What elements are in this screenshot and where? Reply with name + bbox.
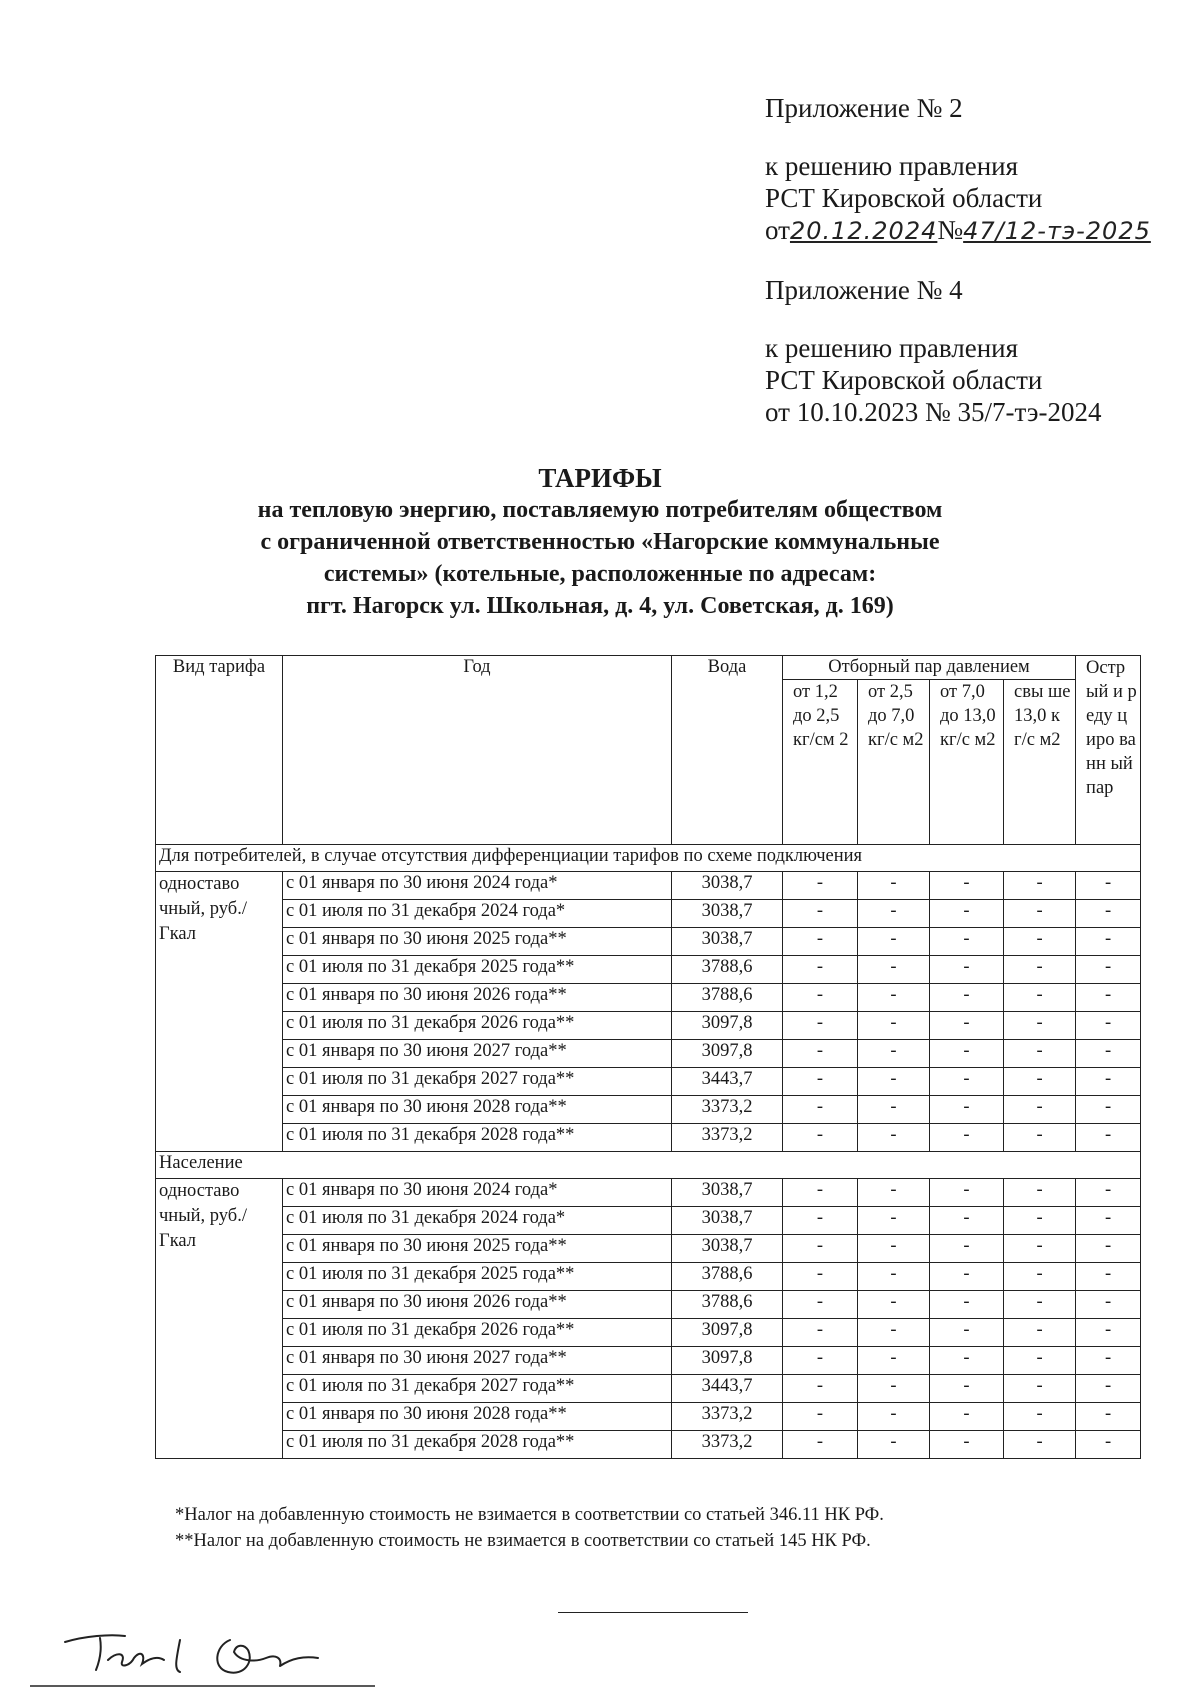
heading-line2: с ограниченной ответственностью «Нагорские коммунальные xyxy=(260,529,940,555)
empty-tariff-cell: - xyxy=(1076,984,1141,1012)
table-row xyxy=(156,1096,1141,1124)
empty-tariff-cell: - xyxy=(783,1068,858,1096)
table-row xyxy=(156,1124,1141,1152)
appendix-2-line1: к решению правления xyxy=(765,151,1019,181)
empty-tariff-cell: - xyxy=(858,928,930,956)
empty-tariff-cell: - xyxy=(1076,872,1141,900)
period-cell: с 01 января по 30 июня 2025 года** xyxy=(283,1235,672,1263)
table-row xyxy=(156,1207,1141,1235)
water-tariff-cell: 3443,7 xyxy=(672,1375,783,1403)
period-cell: с 01 января по 30 июня 2028 года** xyxy=(283,1403,672,1431)
header-kind: Вид тарифа xyxy=(156,656,283,845)
header-year: Год xyxy=(283,656,672,845)
empty-tariff-cell: - xyxy=(783,1347,858,1375)
empty-tariff-cell: - xyxy=(1076,1068,1141,1096)
water-tariff-cell: 3038,7 xyxy=(672,1235,783,1263)
empty-tariff-cell: - xyxy=(930,1263,1004,1291)
empty-tariff-cell: - xyxy=(1076,956,1141,984)
water-tariff-cell: 3038,7 xyxy=(672,872,783,900)
table-row xyxy=(156,900,1141,928)
header-steam-1: от 1,2 до 2,5 кг/см 2 xyxy=(783,680,858,845)
empty-tariff-cell: - xyxy=(930,1012,1004,1040)
empty-tariff-cell: - xyxy=(1076,1403,1141,1431)
empty-tariff-cell: - xyxy=(858,984,930,1012)
water-tariff-cell: 3373,2 xyxy=(672,1124,783,1152)
empty-tariff-cell: - xyxy=(1076,1235,1141,1263)
water-tariff-cell: 3788,6 xyxy=(672,984,783,1012)
empty-tariff-cell: - xyxy=(858,1207,930,1235)
empty-tariff-cell: - xyxy=(1004,1040,1076,1068)
empty-tariff-cell: - xyxy=(1004,984,1076,1012)
empty-tariff-cell: - xyxy=(858,1012,930,1040)
water-tariff-cell: 3097,8 xyxy=(672,1319,783,1347)
handwritten-date: 20.12.2024 xyxy=(789,217,938,245)
period-cell: с 01 июля по 31 декабря 2027 года** xyxy=(283,1068,672,1096)
heading-title: ТАРИФЫ xyxy=(538,463,662,493)
empty-tariff-cell: - xyxy=(930,1207,1004,1235)
water-tariff-cell: 3038,7 xyxy=(672,1207,783,1235)
empty-tariff-cell: - xyxy=(930,1375,1004,1403)
water-tariff-cell: 3038,7 xyxy=(672,900,783,928)
empty-tariff-cell: - xyxy=(930,1040,1004,1068)
table-row xyxy=(156,1375,1141,1403)
empty-tariff-cell: - xyxy=(930,1319,1004,1347)
table-row xyxy=(156,984,1141,1012)
empty-tariff-cell: - xyxy=(1076,1012,1141,1040)
water-tariff-cell: 3788,6 xyxy=(672,1291,783,1319)
water-tariff-cell: 3097,8 xyxy=(672,1012,783,1040)
table-row xyxy=(156,1179,1141,1207)
table-row xyxy=(156,1319,1141,1347)
empty-tariff-cell: - xyxy=(1004,1124,1076,1152)
footnote-2: **Налог на добавленную стоимость не взимается в соответствии со статьей 145 НК РФ. xyxy=(175,1531,871,1551)
empty-tariff-cell: - xyxy=(858,1403,930,1431)
table-row xyxy=(156,1291,1141,1319)
empty-tariff-cell: - xyxy=(930,1235,1004,1263)
water-tariff-cell: 3038,7 xyxy=(672,928,783,956)
empty-tariff-cell: - xyxy=(783,1235,858,1263)
period-cell: с 01 января по 30 июня 2027 года** xyxy=(283,1347,672,1375)
empty-tariff-cell: - xyxy=(1004,1403,1076,1431)
header-steam-4: свы ше 13,0 кг/с м2 xyxy=(1004,680,1076,845)
empty-tariff-cell: - xyxy=(783,1263,858,1291)
water-tariff-cell: 3097,8 xyxy=(672,1040,783,1068)
appendix-4-line3: от 10.10.2023 № 35/7-тэ-2024 xyxy=(765,397,1102,427)
handwritten-number: 47/12-тэ-2025 xyxy=(963,217,1151,245)
period-cell: с 01 января по 30 июня 2024 года* xyxy=(283,872,672,900)
empty-tariff-cell: - xyxy=(1004,1263,1076,1291)
header-steam-3: от 7,0 до 13,0 кг/с м2 xyxy=(930,680,1004,845)
empty-tariff-cell: - xyxy=(858,1263,930,1291)
empty-tariff-cell: - xyxy=(783,928,858,956)
number-label: № xyxy=(937,215,964,245)
empty-tariff-cell: - xyxy=(930,872,1004,900)
period-cell: с 01 июля по 31 декабря 2024 года* xyxy=(283,900,672,928)
empty-tariff-cell: - xyxy=(783,1403,858,1431)
period-cell: с 01 января по 30 июня 2026 года** xyxy=(283,1291,672,1319)
tariff-kind-cell: одноставо чный, руб./Гкал xyxy=(156,872,283,1152)
table-row xyxy=(156,1068,1141,1096)
empty-tariff-cell: - xyxy=(1076,1179,1141,1207)
table-row xyxy=(156,872,1141,900)
appendix-4-line1: к решению правления xyxy=(765,333,1019,363)
water-tariff-cell: 3373,2 xyxy=(672,1096,783,1124)
empty-tariff-cell: - xyxy=(1004,1068,1076,1096)
empty-tariff-cell: - xyxy=(1076,1124,1141,1152)
empty-tariff-cell: - xyxy=(1004,1431,1076,1459)
empty-tariff-cell: - xyxy=(858,1291,930,1319)
water-tariff-cell: 3373,2 xyxy=(672,1431,783,1459)
period-cell: с 01 июля по 31 декабря 2024 года* xyxy=(283,1207,672,1235)
heading-line1: на тепловую энергию, поставляемую потребителям обществом xyxy=(257,497,943,523)
appendix-4-line2: РСТ Кировской области xyxy=(765,365,1043,395)
empty-tariff-cell: - xyxy=(930,1096,1004,1124)
empty-tariff-cell: - xyxy=(930,900,1004,928)
empty-tariff-cell: - xyxy=(1004,872,1076,900)
empty-tariff-cell: - xyxy=(1076,1375,1141,1403)
empty-tariff-cell: - xyxy=(783,1179,858,1207)
empty-tariff-cell: - xyxy=(1004,1207,1076,1235)
empty-tariff-cell: - xyxy=(858,1347,930,1375)
empty-tariff-cell: - xyxy=(783,1291,858,1319)
appendix-4-title: Приложение № 4 xyxy=(765,275,963,305)
period-cell: с 01 января по 30 июня 2028 года** xyxy=(283,1096,672,1124)
period-cell: с 01 июля по 31 декабря 2027 года** xyxy=(283,1375,672,1403)
heading-line4: пгт. Нагорск ул. Школьная, д. 4, ул. Советская, д. 169) xyxy=(306,593,894,619)
empty-tariff-cell: - xyxy=(858,1124,930,1152)
appendix-2-title: Приложение № 2 xyxy=(765,93,963,123)
empty-tariff-cell: - xyxy=(858,1040,930,1068)
period-cell: с 01 января по 30 июня 2024 года* xyxy=(283,1179,672,1207)
empty-tariff-cell: - xyxy=(930,1179,1004,1207)
empty-tariff-cell: - xyxy=(1004,1235,1076,1263)
empty-tariff-cell: - xyxy=(858,1068,930,1096)
empty-tariff-cell: - xyxy=(930,1124,1004,1152)
water-tariff-cell: 3097,8 xyxy=(672,1347,783,1375)
empty-tariff-cell: - xyxy=(1004,1319,1076,1347)
header-steam-group: Отборный пар давлением xyxy=(783,656,1076,680)
empty-tariff-cell: - xyxy=(783,984,858,1012)
period-cell: с 01 января по 30 июня 2027 года** xyxy=(283,1040,672,1068)
empty-tariff-cell: - xyxy=(1004,1347,1076,1375)
period-cell: с 01 января по 30 июня 2025 года** xyxy=(283,928,672,956)
appendix-2-block xyxy=(765,92,1151,247)
empty-tariff-cell: - xyxy=(783,1012,858,1040)
empty-tariff-cell: - xyxy=(783,1319,858,1347)
water-tariff-cell: 3788,6 xyxy=(672,1263,783,1291)
empty-tariff-cell: - xyxy=(1004,900,1076,928)
heading-line3: системы» (котельные, расположенные по адресам: xyxy=(323,561,877,587)
empty-tariff-cell: - xyxy=(930,984,1004,1012)
empty-tariff-cell: - xyxy=(1076,1431,1141,1459)
empty-tariff-cell: - xyxy=(858,1431,930,1459)
empty-tariff-cell: - xyxy=(858,1375,930,1403)
empty-tariff-cell: - xyxy=(1076,1207,1141,1235)
period-cell: с 01 июля по 31 декабря 2025 года** xyxy=(283,956,672,984)
empty-tariff-cell: - xyxy=(930,928,1004,956)
empty-tariff-cell: - xyxy=(1076,1096,1141,1124)
table-row xyxy=(156,1403,1141,1431)
empty-tariff-cell: - xyxy=(1076,1040,1141,1068)
empty-tariff-cell: - xyxy=(1004,956,1076,984)
empty-tariff-cell: - xyxy=(783,1207,858,1235)
empty-tariff-cell: - xyxy=(930,1068,1004,1096)
water-tariff-cell: 3373,2 xyxy=(672,1403,783,1431)
table-row xyxy=(156,956,1141,984)
empty-tariff-cell: - xyxy=(1076,928,1141,956)
appendix-2-line2: РСТ Кировской области xyxy=(765,183,1043,213)
empty-tariff-cell: - xyxy=(858,1179,930,1207)
empty-tariff-cell: - xyxy=(930,1347,1004,1375)
water-tariff-cell: 3038,7 xyxy=(672,1179,783,1207)
empty-tariff-cell: - xyxy=(1004,1096,1076,1124)
section-title: Для потребителей, в случае отсутствия дифференциации тарифов по схеме подключения xyxy=(156,845,1141,872)
from-label: от xyxy=(765,215,790,245)
empty-tariff-cell: - xyxy=(1076,1291,1141,1319)
empty-tariff-cell: - xyxy=(858,872,930,900)
table-row xyxy=(156,1263,1141,1291)
empty-tariff-cell: - xyxy=(1004,1291,1076,1319)
signature-separator-line xyxy=(558,1612,748,1613)
empty-tariff-cell: - xyxy=(1076,1263,1141,1291)
tariff-kind-cell: одноставо чный, руб./Гкал xyxy=(156,1179,283,1459)
empty-tariff-cell: - xyxy=(930,956,1004,984)
empty-tariff-cell: - xyxy=(1004,928,1076,956)
empty-tariff-cell: - xyxy=(930,1403,1004,1431)
period-cell: с 01 июля по 31 декабря 2025 года** xyxy=(283,1263,672,1291)
empty-tariff-cell: - xyxy=(930,1291,1004,1319)
empty-tariff-cell: - xyxy=(858,1096,930,1124)
period-cell: с 01 июля по 31 декабря 2028 года** xyxy=(283,1124,672,1152)
table-row xyxy=(156,1235,1141,1263)
empty-tariff-cell: - xyxy=(783,1431,858,1459)
document-heading xyxy=(160,462,1040,622)
empty-tariff-cell: - xyxy=(783,1096,858,1124)
empty-tariff-cell: - xyxy=(1076,900,1141,928)
empty-tariff-cell: - xyxy=(858,1235,930,1263)
empty-tariff-cell: - xyxy=(1004,1375,1076,1403)
period-cell: с 01 июля по 31 декабря 2026 года** xyxy=(283,1319,672,1347)
table-row xyxy=(156,928,1141,956)
period-cell: с 01 июля по 31 декабря 2028 года** xyxy=(283,1431,672,1459)
header-sharp-steam: Остр ый и реду циро ванн ый пар xyxy=(1076,656,1141,845)
table-row xyxy=(156,1012,1141,1040)
table-row xyxy=(156,1040,1141,1068)
table-body xyxy=(156,845,1141,1459)
footnotes xyxy=(175,1502,884,1554)
empty-tariff-cell: - xyxy=(783,872,858,900)
section-header-row xyxy=(156,845,1141,872)
section-title: Население xyxy=(156,1152,1141,1179)
empty-tariff-cell: - xyxy=(783,1375,858,1403)
empty-tariff-cell: - xyxy=(783,1124,858,1152)
header-water: Вода xyxy=(672,656,783,845)
empty-tariff-cell: - xyxy=(783,900,858,928)
handwritten-signature xyxy=(30,1600,390,1690)
empty-tariff-cell: - xyxy=(858,900,930,928)
empty-tariff-cell: - xyxy=(1076,1319,1141,1347)
period-cell: с 01 июля по 31 декабря 2026 года** xyxy=(283,1012,672,1040)
empty-tariff-cell: - xyxy=(930,1431,1004,1459)
empty-tariff-cell: - xyxy=(1004,1012,1076,1040)
empty-tariff-cell: - xyxy=(783,1040,858,1068)
empty-tariff-cell: - xyxy=(1004,1179,1076,1207)
empty-tariff-cell: - xyxy=(858,956,930,984)
appendix-4-block xyxy=(765,274,1102,428)
table-row xyxy=(156,1347,1141,1375)
appendix-2-decision-line xyxy=(765,214,1151,247)
table-row xyxy=(156,1431,1141,1459)
header-steam-2: от 2,5 до 7,0 кг/с м2 xyxy=(858,680,930,845)
water-tariff-cell: 3788,6 xyxy=(672,956,783,984)
tariffs-table xyxy=(155,655,1141,1459)
empty-tariff-cell: - xyxy=(858,1319,930,1347)
empty-tariff-cell: - xyxy=(783,956,858,984)
water-tariff-cell: 3443,7 xyxy=(672,1068,783,1096)
empty-tariff-cell: - xyxy=(1076,1347,1141,1375)
section-header-row xyxy=(156,1152,1141,1179)
footnote-1: *Налог на добавленную стоимость не взимается в соответствии со статьей 346.11 НК РФ. xyxy=(175,1505,884,1525)
period-cell: с 01 января по 30 июня 2026 года** xyxy=(283,984,672,1012)
